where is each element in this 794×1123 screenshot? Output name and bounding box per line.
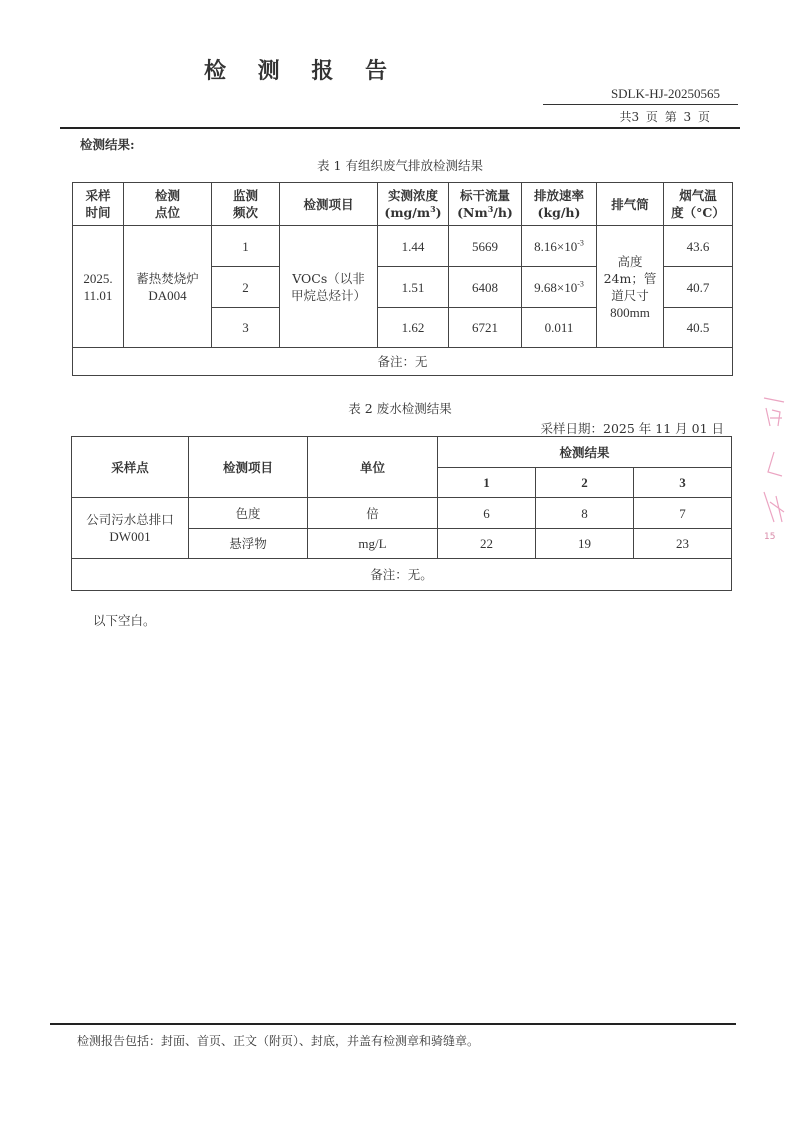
- th-stack: 排气筒: [597, 183, 664, 226]
- table2-row: [72, 498, 732, 529]
- cell-frequency: 3: [212, 308, 280, 348]
- cell-value: 22: [438, 529, 536, 559]
- cell-concentration: 1.44: [378, 226, 449, 267]
- cell-concentration: 1.62: [378, 308, 449, 348]
- th-results: 检测结果: [438, 437, 732, 468]
- th-run-2: 2: [536, 468, 634, 498]
- cell-concentration: 1.51: [378, 267, 449, 308]
- cell-item: 色度: [189, 498, 308, 529]
- cell-unit: 倍: [308, 498, 438, 529]
- cell-sampling-time: 2025. 11.01: [73, 226, 124, 348]
- th-rate: 排放速率 (kg/h): [522, 183, 597, 226]
- cell-item: 悬浮物: [189, 529, 308, 559]
- cell-value: 23: [634, 529, 732, 559]
- table2-remark-row: [72, 559, 732, 591]
- cell-flow: 6408: [449, 267, 522, 308]
- cell-point: 蓄热焚烧炉 DA004: [124, 226, 212, 348]
- header-divider-short: [543, 104, 738, 105]
- th-test-item: 检测项目: [189, 437, 308, 498]
- table2-remark: 备注：无。: [72, 559, 732, 591]
- report-title: 检 测 报 告: [204, 58, 399, 84]
- blank-below-note: 以下空白。: [93, 613, 156, 628]
- cell-temperature: 43.6: [664, 226, 733, 267]
- cell-value: 19: [536, 529, 634, 559]
- th-run-1: 1: [438, 468, 536, 498]
- cell-flow: 5669: [449, 226, 522, 267]
- cell-unit: mg/L: [308, 529, 438, 559]
- table1-remark: 备注：无: [73, 348, 733, 376]
- cell-rate: $9.68\times 10^{-3}$: [522, 267, 597, 308]
- cell-stack: 高度 24m；管 道尺寸 800mm: [597, 226, 664, 348]
- table1-remark-row: [73, 348, 733, 376]
- cell-value: 7: [634, 498, 732, 529]
- table1-row: [73, 226, 733, 267]
- svg-text:15: 15: [764, 532, 776, 542]
- table2-caption: 表 2 废水检测结果: [348, 401, 452, 416]
- th-flow: 标干流量 (Nm$^3$/h): [449, 183, 522, 226]
- header-divider: [60, 127, 740, 129]
- table1-caption: 表 1 有组织废气排放检测结果: [317, 158, 483, 173]
- cell-flow: 6721: [449, 308, 522, 348]
- cell-sampling-point: 公司污水总排口 DW001: [72, 498, 189, 559]
- table2-wastewater: [71, 436, 732, 591]
- table2-header-row: [72, 437, 732, 468]
- page-info: 共3 页 第 3 页: [619, 110, 710, 124]
- seal-stamp-fragment: [760, 392, 788, 542]
- footer-note: 检测报告包括：封面、首页、正文（附页）、封底，并盖有检测章和骑缝章。: [77, 1034, 480, 1048]
- th-point: 检测 点位: [124, 183, 212, 226]
- cell-temperature: 40.7: [664, 267, 733, 308]
- cell-rate: 0.011: [522, 308, 597, 348]
- cell-item: VOCs（以非 甲烷总烃计）: [280, 226, 378, 348]
- cell-value: 8: [536, 498, 634, 529]
- cell-temperature: 40.5: [664, 308, 733, 348]
- report-number: SDLK-HJ-20250565: [610, 86, 720, 101]
- footer-divider: [50, 1023, 736, 1025]
- th-sampling-point: 采样点: [72, 437, 189, 498]
- th-run-3: 3: [634, 468, 732, 498]
- section-title: 检测结果:: [80, 137, 135, 152]
- cell-rate: $8.16\times 10^{-3}$: [522, 226, 597, 267]
- cell-frequency: 2: [212, 267, 280, 308]
- th-item: 检测项目: [280, 183, 378, 226]
- th-temperature: 烟气温 度（°C）: [664, 183, 733, 226]
- table1-exhaust-gas: [72, 182, 733, 376]
- th-frequency: 监测 频次: [212, 183, 280, 226]
- th-sampling-time: 采样 时间: [73, 183, 124, 226]
- th-unit: 单位: [308, 437, 438, 498]
- th-concentration: 实测浓度 $(mg/m^3)$: [378, 183, 449, 226]
- cell-value: 6: [438, 498, 536, 529]
- table1-header-row: [73, 183, 733, 226]
- cell-frequency: 1: [212, 226, 280, 267]
- sampling-date: 采样日期：2025 年 11 月 01 日: [540, 421, 724, 436]
